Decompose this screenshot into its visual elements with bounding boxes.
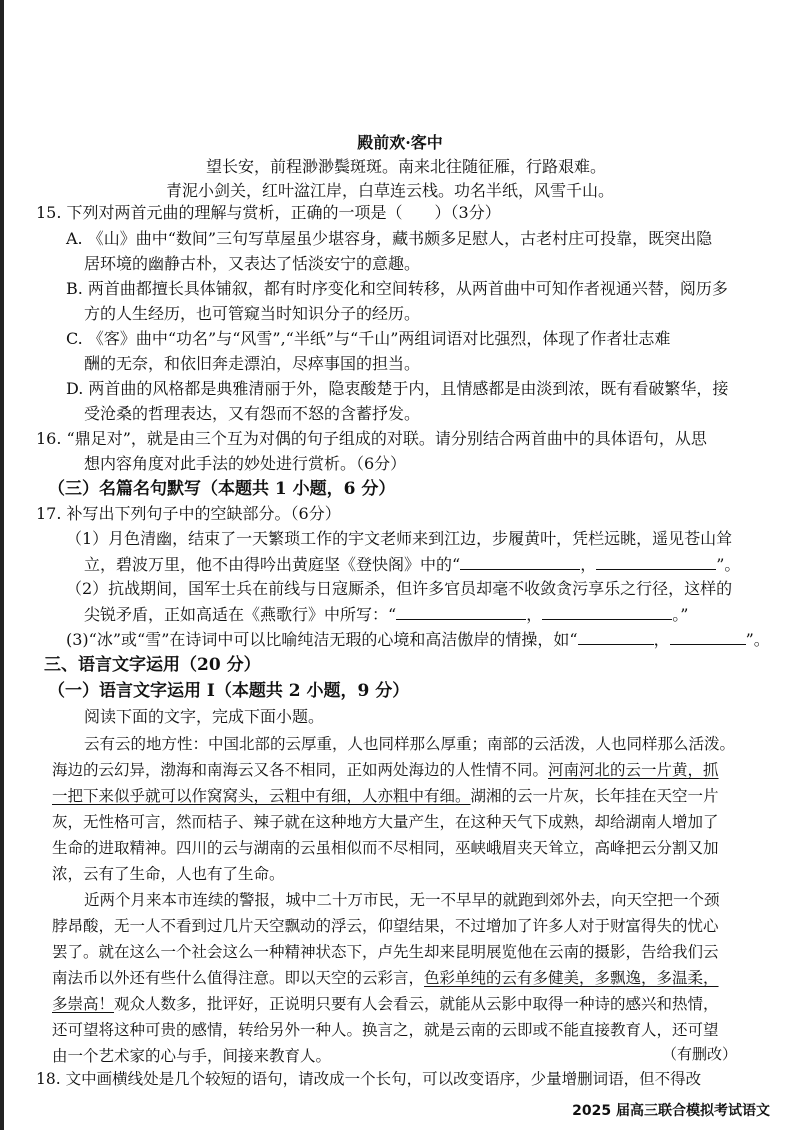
- q15-option-d: D. 两首曲的风格都是典雅清丽于外，隐衷酸楚于内，且情感都是由淡到浓，既有看破繁华，接: [66, 379, 729, 398]
- question-18-stem: 18. 文中画横线处是几个较短的语句，请改成一个长句，可以改变语序，少量增删词语，但不得改: [36, 1070, 702, 1088]
- passage-line: 还可望将这种可贵的感情，转给另外一种人。换言之，就是云南的云即或不能直接教育人，还可望: [52, 1021, 719, 1039]
- passage-line: 生命的进取精神。四川的云与湖南的云虽相似而不尽相同，巫峡峨眉夹天耸立，高峰把云分割又加: [52, 839, 719, 857]
- comma: ，: [526, 605, 543, 624]
- q15-option-c-cont: 酬的无奈，和依旧奔走漂泊，尽瘁事国的担当。: [84, 354, 421, 373]
- answer-blank[interactable]: [596, 553, 716, 570]
- q17-item-1: （1）月色清幽，结束了一天繁琐工作的宇文老师来到江边，步履黄叶，凭栏远眺，遥见苍山耸: [66, 529, 733, 548]
- passage-line: [52, 759, 719, 781]
- passage-line: [52, 785, 719, 807]
- q17-item-2-cont: [84, 603, 688, 626]
- q15-option-d-cont: 受沧桑的哲理表达，又有怨而不怒的含蓄抒发。: [84, 404, 421, 423]
- q15-option-a-cont: 居环境的幽静古朴，又表达了恬淡安宁的意趣。: [84, 254, 421, 273]
- passage-text: 观众人数多，批评好，正说明只要有人会看云，就能从云影中取得一种诗的感兴和热情，: [114, 995, 719, 1013]
- underlined-text: 多崇高！: [52, 995, 115, 1013]
- passage-line: 罢了。就在这么一个社会这么一种精神状态下，卢先生却来昆明展览他在云南的摄影，告给我们云: [52, 943, 719, 961]
- question-15-stem: 15. 下列对两首元曲的理解与赏析，正确的一项是（ ）（3分）: [36, 203, 501, 222]
- q15-option-b: B. 两首曲都擅长具体铺叙，都有时序变化和空间转移，从两首曲中可知作者视通兴替，阅历多: [66, 279, 728, 298]
- passage-line: 灰，无性格可言，然而桔子、辣子就在这种地方大量产生，在这种天气下成熟，却给湖南人增加了: [52, 813, 719, 831]
- passage-text: 海边的云幻异，渤海和南海云又各不相同，正如两处海边的人性情不同。: [52, 761, 549, 779]
- closing-quote: 。”: [672, 605, 689, 624]
- passage-line: 浓，云有了生命，人也有了生命。: [52, 865, 285, 883]
- section-heading: 三、语言文字运用（20 分）: [44, 655, 261, 675]
- question-16-cont: 想内容角度对此手法的妙处进行赏析。（6分）: [84, 454, 407, 473]
- subsection-heading: （一）语言文字运用 I（本题共 2 小题，9 分）: [48, 681, 410, 701]
- comma: ，: [580, 555, 597, 574]
- answer-blank[interactable]: [578, 628, 654, 645]
- passage-line: [52, 993, 719, 1015]
- answer-blank[interactable]: [670, 628, 746, 645]
- reading-instruction: 阅读下面的文字，完成下面小题。: [84, 707, 325, 726]
- q17-item-1-text: 立，碧波万里，他不由得吟出黄庭坚《登快阁》中的“: [84, 555, 461, 574]
- q17-item-2-text: 尖锐矛盾，正如高适在《燕歌行》中所写：“: [84, 605, 397, 624]
- question-17-stem: 17. 补写出下列句子中的空缺部分。（6分）: [36, 504, 341, 523]
- q15-option-b-cont: 方的人生经历，也可管窥当时知识分子的经历。: [84, 304, 421, 323]
- source-note: （有删改）: [662, 1045, 738, 1063]
- poem-line: 青泥小剑关，红叶湓江岸，白草连云栈。功名半纸，风雪千山。: [166, 181, 615, 200]
- closing-quote: ”。: [745, 630, 770, 649]
- page-edge-shadow: [0, 0, 4, 1130]
- poem-title: 殿前欢·客中: [357, 133, 443, 152]
- q17-item-2: （2）抗战期间，国军士兵在前线与日寇厮杀，但许多官员却毫不收敛贪污享乐之行径，这样的: [66, 579, 733, 598]
- underlined-text: 一把下来似乎就可以作窝窝头，云粗中有细，人亦粗中有细。: [52, 787, 471, 805]
- comma: ，: [653, 630, 670, 649]
- q15-option-c: C. 《客》曲中“功名”与“风雪”,“半纸”与“千山”两组词语对比强烈，体现了作者壮志难: [66, 329, 671, 348]
- answer-blank[interactable]: [460, 553, 580, 570]
- passage-line: 脖昂酸，无一人不看到过几片天空飘动的浮云，仰望结果，不过增加了许多人对于财富得失的忧心: [52, 917, 719, 935]
- page-footer: 2025 届高三联合模拟考试语文: [572, 1103, 770, 1119]
- q15-option-a: A. 《山》曲中“数间”三句写草屋虽少堪容身，藏书颇多足慰人，古老村庄可投靠，既突出隐: [66, 229, 713, 248]
- q17-item-3-text: (3)“冰”或“雪”在诗词中可以比喻纯洁无瑕的心境和高洁傲岸的情操，如“: [66, 630, 578, 649]
- answer-blank[interactable]: [396, 603, 526, 620]
- underlined-text: 河南河北的云一片黄，抓: [548, 761, 719, 779]
- passage-text: 湖湘的云一片灰，长年挂在天空一片: [470, 787, 719, 805]
- underlined-text: 色彩单纯的云有多健美，多飘逸，多温柔，: [424, 969, 719, 987]
- passage-line: 云有云的地方性：中国北部的云厚重，人也同样那么厚重；南部的云活泼，人也同样那么活泼。: [84, 735, 736, 753]
- answer-blank[interactable]: [542, 603, 672, 620]
- q17-item-3: [66, 628, 770, 651]
- section-heading: （三）名篇名句默写（本题共 1 小题，6 分）: [48, 479, 396, 499]
- question-16-stem: 16. “鼎足对”，就是由三个互为对偶的句子组成的对联。请分别结合两首曲中的具体语句，从思: [36, 429, 707, 448]
- closing-quote: ”。: [716, 555, 741, 574]
- passage-text: 南法币以外还有些什么值得注意。即以天空的云彩言，: [52, 969, 425, 987]
- passage-line: 近两个月来本市连续的警报，城中二十万市民，无一不早早的就跑到郊外去，向天空把一个颈: [84, 891, 720, 909]
- poem-line: 望长安，前程渺渺鬓斑斑。南来北往随征雁，行路艰难。: [206, 157, 607, 176]
- passage-line: [52, 967, 719, 989]
- q17-item-1-cont: [84, 553, 740, 576]
- passage-line: 由一个艺术家的心与手，间接来教育人。: [52, 1047, 332, 1065]
